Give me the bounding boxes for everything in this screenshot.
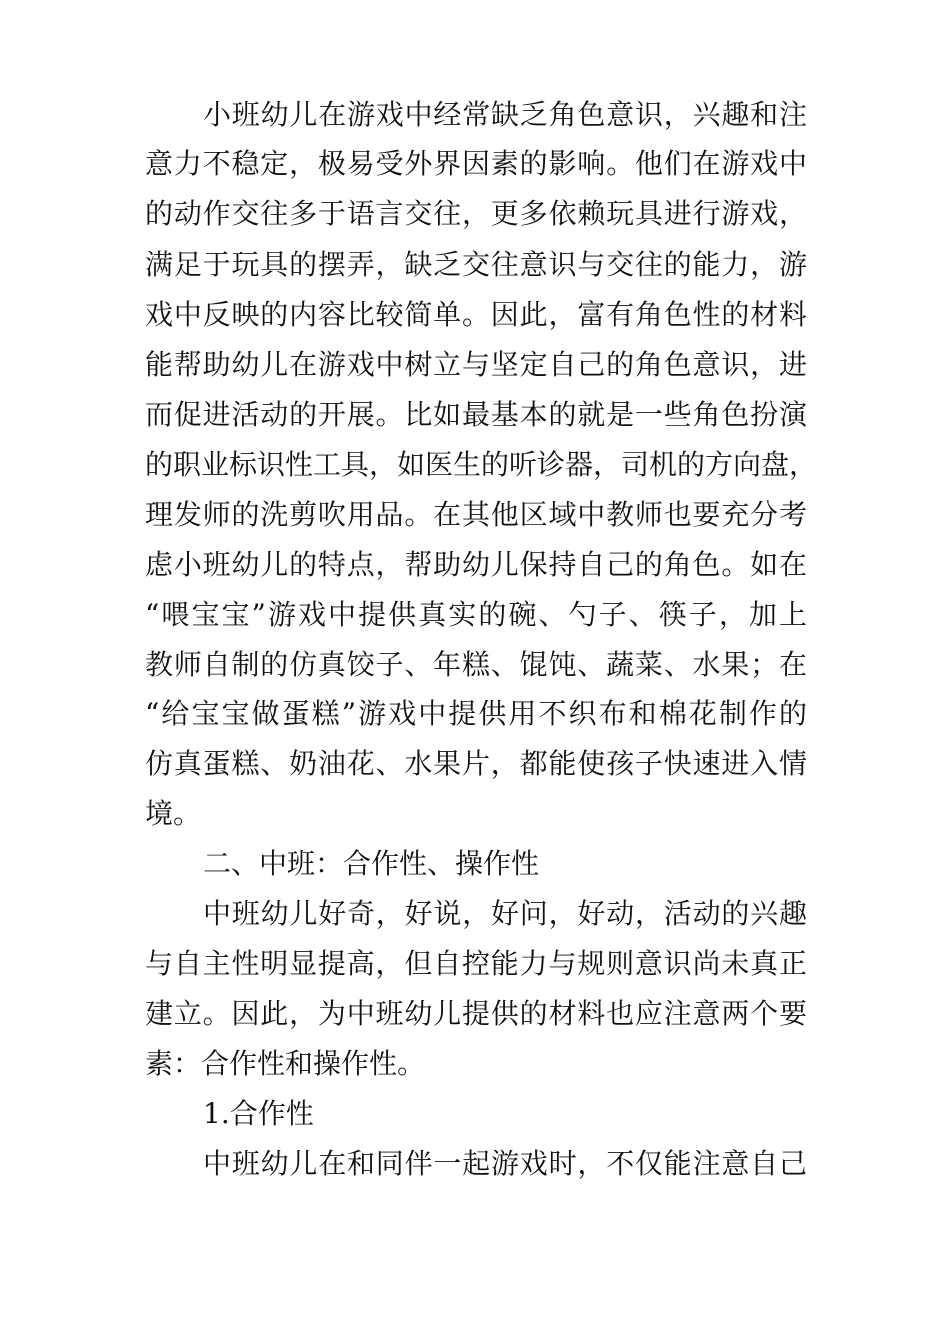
paragraph-line: 境。 [145, 797, 202, 830]
paragraph-line: 中班幼儿在和同伴一起游戏时，不仅能注意自己 [203, 1147, 807, 1180]
paragraph-line: 的动作交往多于语言交往，更多依赖玩具进行游戏， [145, 197, 807, 230]
paragraph-line: 而促进活动的开展。比如最基本的就是一些角色扮演 [145, 398, 807, 431]
paragraph-line: 教师自制的仿真饺子、年糕、馄饨、蔬菜、水果；在 [145, 648, 807, 681]
paragraph-line: “给宝宝做蛋糕”游戏中提供用不织布和棉花制作的 [145, 697, 807, 730]
paragraph-line: 能帮助幼儿在游戏中树立与坚定自己的角色意识，进 [145, 348, 807, 381]
paragraph-line: 戏中反映的内容比较简单。因此，富有角色性的材料 [145, 298, 807, 331]
paragraph-line: 意力不稳定，极易受外界因素的影响。他们在游戏中 [145, 147, 807, 180]
paragraph-line: 虑小班幼儿的特点，帮助幼儿保持自己的角色。如在 [145, 548, 807, 581]
paragraph-line: 仿真蛋糕、奶油花、水果片，都能使孩子快速进入情 [145, 747, 807, 780]
section-heading: 二、中班：合作性、操作性 [203, 847, 540, 880]
paragraph-line: 建立。因此，为中班幼儿提供的材料也应注意两个要 [145, 997, 807, 1030]
paragraph-line: 满足于玩具的摆弄，缺乏交往意识与交往的能力，游 [145, 248, 807, 281]
paragraph-line: 的职业标识性工具，如医生的听诊器，司机的方向盘， [145, 448, 818, 481]
subsection-heading: 1.合作性 [203, 1097, 314, 1130]
paragraph-line: 素：合作性和操作性。 [145, 1047, 426, 1080]
paragraph-line: 中班幼儿好奇，好说，好问，好动，活动的兴趣 [203, 897, 807, 930]
paragraph-line: 理发师的洗剪吹用品。在其他区域中教师也要充分考 [145, 498, 807, 531]
paragraph-line: “喂宝宝”游戏中提供真实的碗、勺子、筷子，加上 [145, 598, 807, 631]
paragraph-line: 小班幼儿在游戏中经常缺乏角色意识，兴趣和注 [203, 98, 807, 131]
paragraph-line: 与自主性明显提高，但自控能力与规则意识尚未真正 [145, 947, 807, 980]
